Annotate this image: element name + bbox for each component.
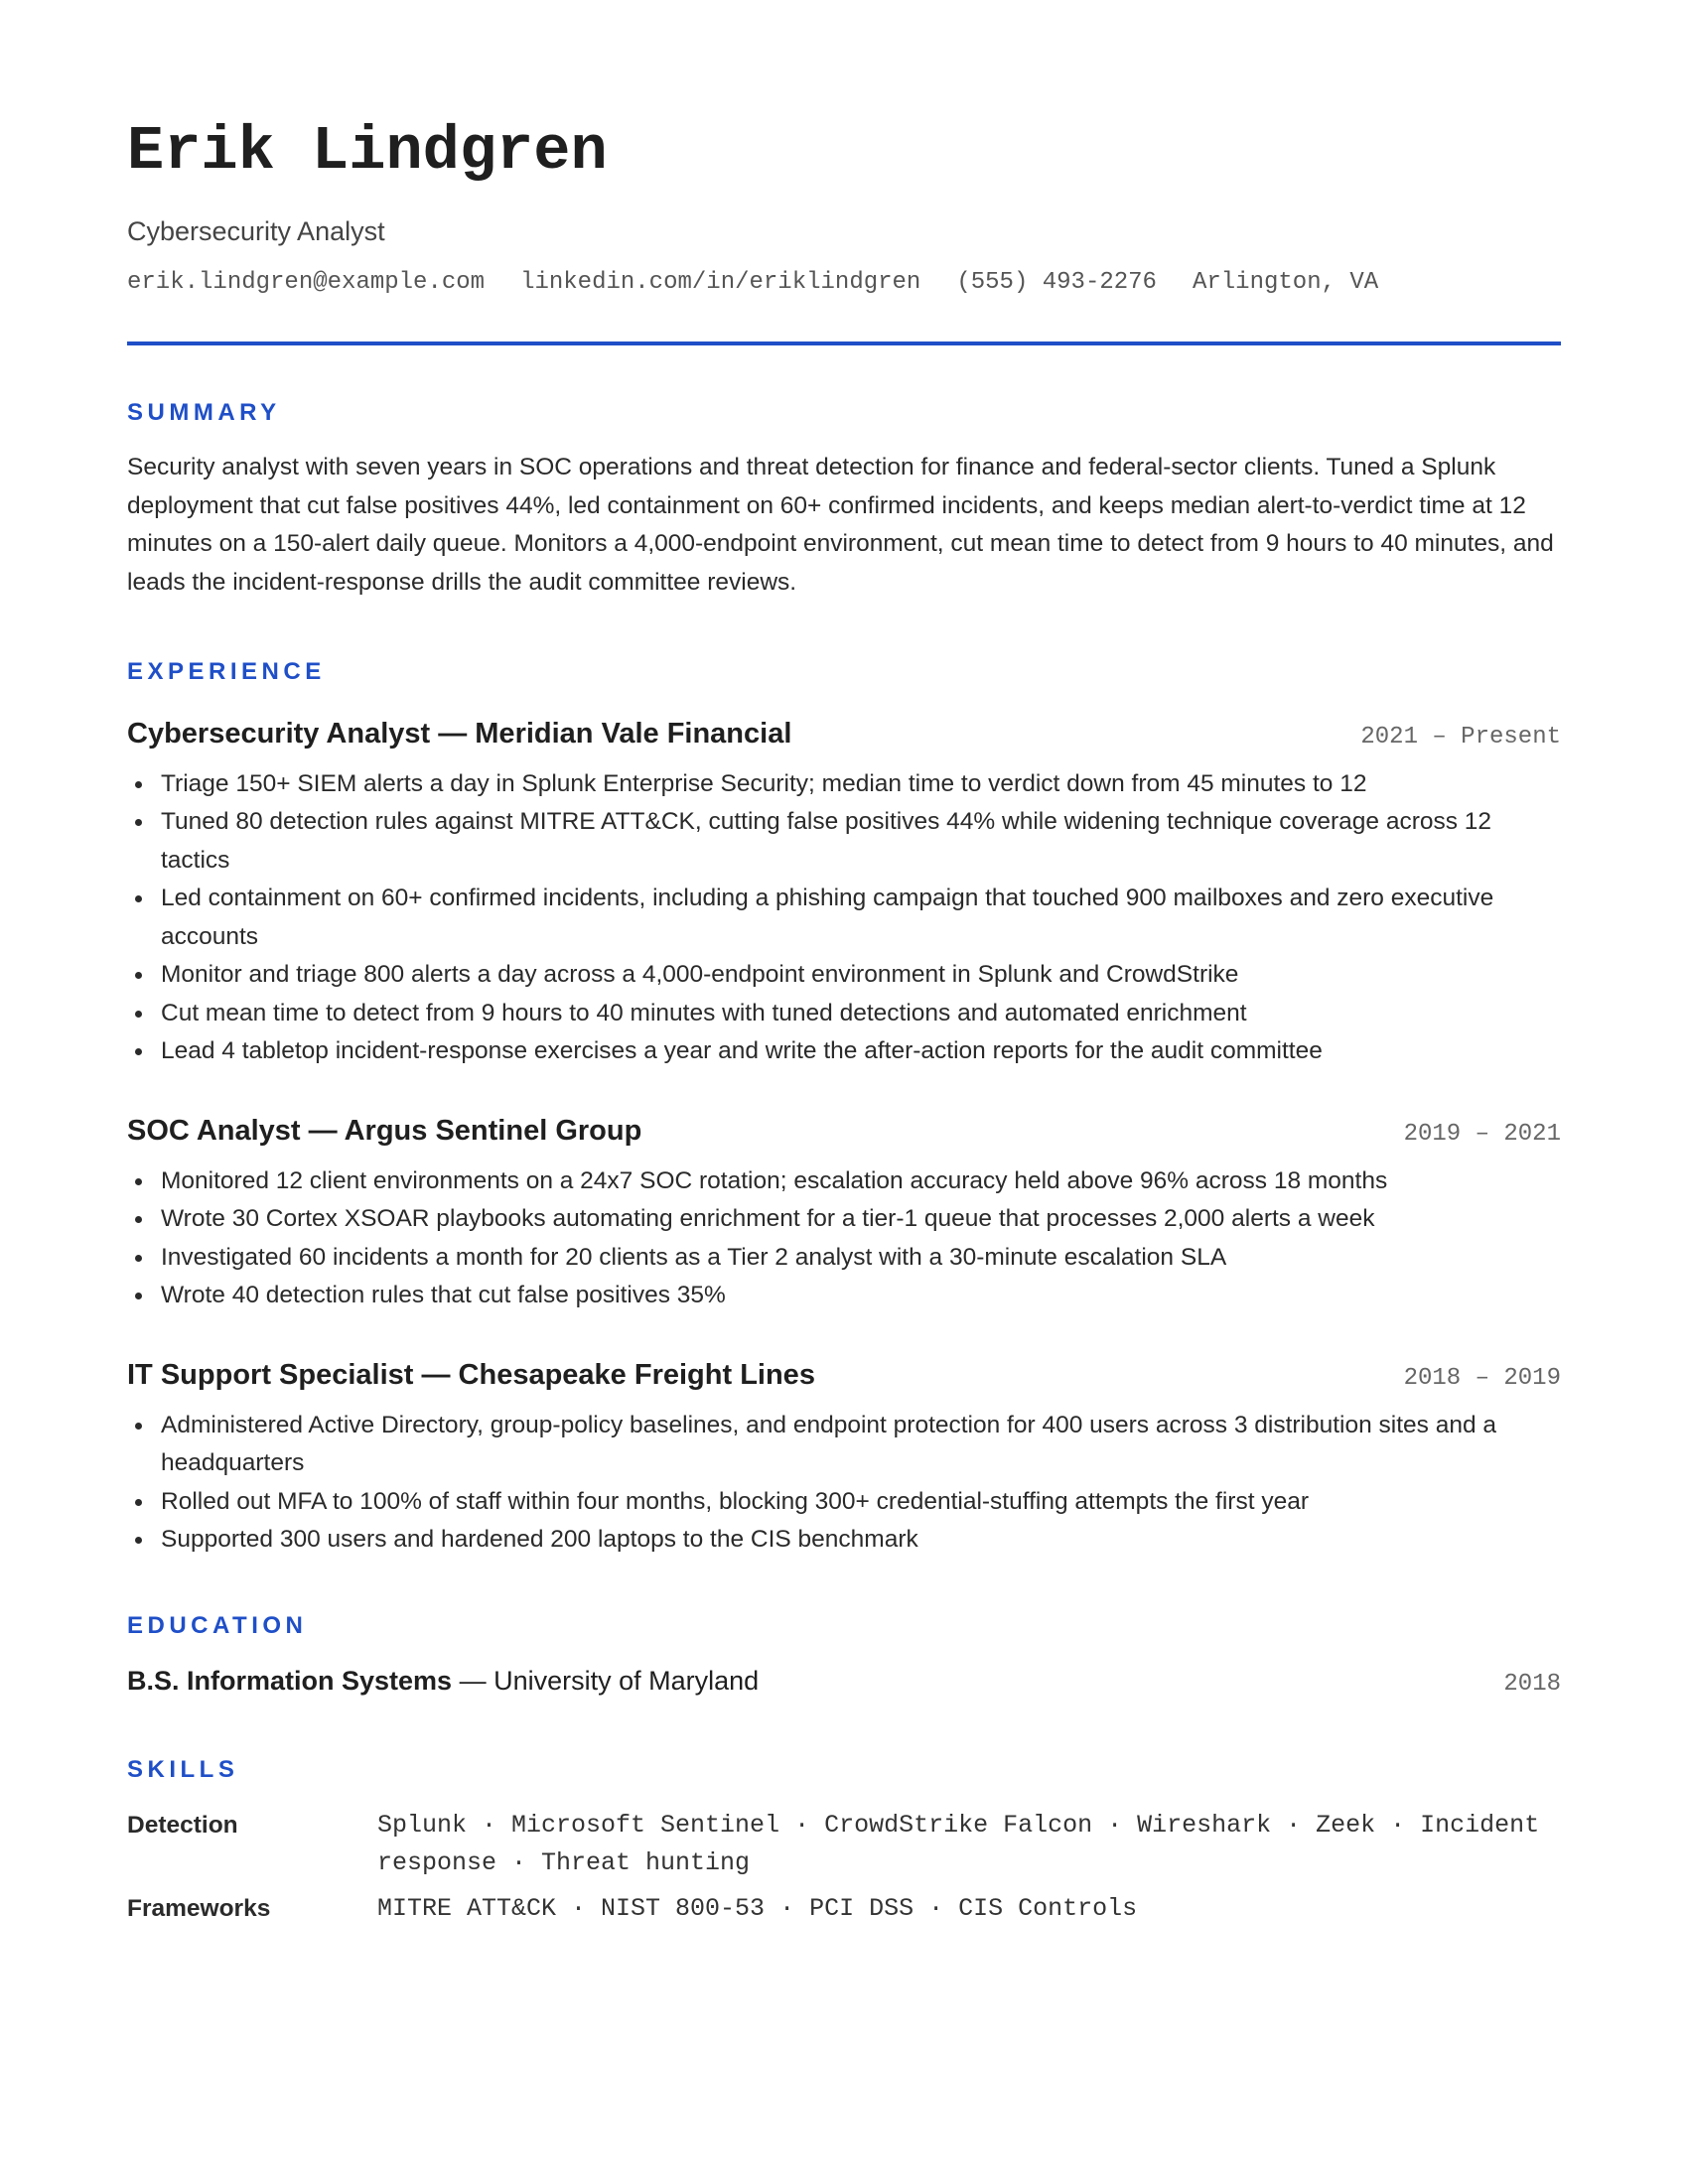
skill-row [127,1890,1561,1928]
bullet-item: Monitored 12 client environments on a 24x7 SOC rotation; escalation accuracy held above 96% across 18 months [127,1162,1561,1201]
skills-table [127,1807,1561,1928]
experience-section [127,657,1561,1560]
experience-heading: EXPERIENCE [127,657,326,685]
bullet-item: Lead 4 tabletop incident-response exercises a year and write the after-action reports for the audit committee [127,1032,1561,1071]
job-header [127,716,1561,751]
bullet-item: Administered Active Directory, group-policy baselines, and endpoint protection for 400 users across 3 distribution sites and a headquarters [127,1407,1561,1483]
resume-header [127,112,1561,345]
education-description [127,1664,759,1698]
job-entry [127,716,1561,1071]
job-bullets [127,765,1561,1071]
skill-category: Frameworks [127,1894,271,1922]
job-title: Cybersecurity Analyst — Meridian Vale Financial [127,717,792,750]
bullet-item: Triage 150+ SIEM alerts a day in Splunk Enterprise Security; median time to verdict down from 45 minutes to 12 [127,765,1561,804]
job-header [127,1113,1561,1149]
education-entry [127,1664,1561,1702]
bullet-item: Rolled out MFA to 100% of staff within four months, blocking 300+ credential-stuffing attempts the first year [127,1483,1561,1522]
bullet-item: Wrote 40 detection rules that cut false positives 35% [127,1277,1561,1315]
skill-list: MITRE ATT&CK · NIST 800-53 · PCI DSS · CIS Controls [377,1893,1138,1923]
contact-phone[interactable]: (555) 493-2276 [956,269,1157,296]
candidate-headline: Cybersecurity Analyst [127,216,385,246]
job-dates: 2021 – Present [1360,723,1561,751]
job-bullets [127,1407,1561,1560]
bullet-item: Cut mean time to detect from 9 hours to 40 minutes with tuned detections and automated enrichment [127,995,1561,1033]
contact-email[interactable]: erik.lindgren@example.com [127,269,486,296]
job-dates: 2019 – 2021 [1403,1120,1561,1148]
job-bullets [127,1162,1561,1315]
bullet-item: Wrote 30 Cortex XSOAR playbooks automating enrichment for a tier-1 queue that processes 2,000 alerts a week [127,1200,1561,1239]
skill-category: Detection [127,1811,238,1839]
contact-line [127,267,1561,299]
bullet-item: Tuned 80 detection rules against MITRE ATT&CK, cutting false positives 44% while widening technique coverage across 12 tactics [127,803,1561,880]
candidate-name: Erik Lindgren [127,116,608,187]
contact-location: Arlington, VA [1192,269,1379,296]
bullet-item: Monitor and triage 800 alerts a day across a 4,000-endpoint environment in Splunk and CrowdStrike [127,956,1561,995]
bullet-item: Supported 300 users and hardened 200 laptops to the CIS benchmark [127,1521,1561,1560]
job-entry [127,1357,1561,1560]
degree-name: B.S. Information Systems [127,1665,453,1696]
job-dates: 2018 – 2019 [1403,1364,1561,1392]
job-entry [127,1113,1561,1315]
bullet-item: Investigated 60 incidents a month for 20 clients as a Tier 2 analyst with a 30-minute escalation SLA [127,1239,1561,1278]
skill-row [127,1807,1561,1882]
skills-section [127,1755,1561,1928]
job-title: IT Support Specialist — Chesapeake Freight Lines [127,1358,815,1391]
header-divider [127,341,1561,345]
skill-list: Splunk · Microsoft Sentinel · CrowdStrike Falcon · Wireshark · Zeek · Incident response · Threat hunting [377,1810,1540,1877]
job-title: SOC Analyst — Argus Sentinel Group [127,1114,642,1147]
job-header [127,1357,1561,1393]
skills-heading: SKILLS [127,1755,239,1783]
contact-linkedin[interactable]: linkedin.com/in/eriklindgren [520,269,921,296]
school-name: — University of Maryland [452,1665,760,1696]
summary-section [127,398,1561,603]
graduation-year: 2018 [1503,1670,1561,1698]
summary-text: Security analyst with seven years in SOC operations and threat detection for finance and federal-sector clients. Tuned a Splunk deployment that cut false positives 44%, led containment on 60+ confirmed incidents, and keeps median alert-to-verdict time at 12 minutes on a 150-alert daily queue. Monitors a 4,000-endpoint environment, cut mean time to detect from 9 hours to 40 minutes, and leads the incident-response drills the audit committee reviews. [127,454,1554,597]
education-section [127,1611,1561,1702]
bullet-item: Led containment on 60+ confirmed incidents, including a phishing campaign that touched 900 mailboxes and zero executive accounts [127,880,1561,956]
summary-heading: SUMMARY [127,399,281,426]
education-heading: EDUCATION [127,1611,308,1639]
